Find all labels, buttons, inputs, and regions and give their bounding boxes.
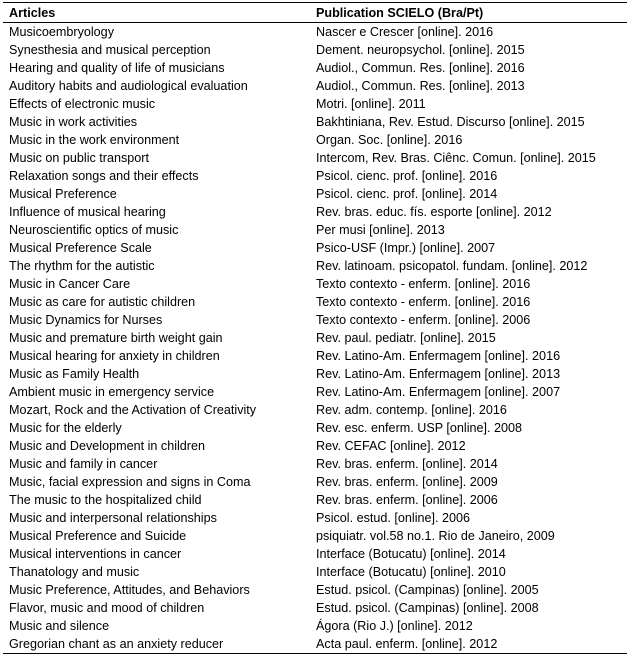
publication-cell: Rev. paul. pediatr. [online]. 2015	[316, 331, 496, 345]
table-row	[3, 563, 627, 581]
table-row	[3, 455, 627, 473]
publication-cell: Texto contexto - enferm. [online]. 2016	[316, 277, 531, 291]
publication-cell: Psicol. cienc. prof. [online]. 2016	[316, 169, 498, 183]
publication-cell: Rev. bras. enferm. [online]. 2014	[316, 457, 498, 471]
table-row	[3, 383, 627, 401]
table-body	[3, 23, 627, 654]
article-title-cell: The music to the hospitalized child	[9, 493, 202, 507]
article-title-cell: Music Preference, Attitudes, and Behaviors	[9, 583, 250, 597]
table-row	[3, 473, 627, 491]
publication-cell: Rev. bras. enferm. [online]. 2006	[316, 493, 498, 507]
article-title-cell: Musicoembryology	[9, 25, 114, 39]
publication-cell: Rev. esc. enferm. USP [online]. 2008	[316, 421, 523, 435]
publication-cell: Rev. Latino-Am. Enfermagem [online]. 2016	[316, 349, 561, 363]
article-title-cell: Mozart, Rock and the Activation of Creativity	[9, 403, 257, 417]
publication-cell: Psicol. cienc. prof. [online]. 2014	[316, 187, 498, 201]
article-title-cell: Musical Preference Scale	[9, 241, 152, 255]
article-title-cell: Musical hearing for anxiety in children	[9, 349, 220, 363]
table-row	[3, 95, 627, 113]
publication-cell: Intercom, Rev. Bras. Ciênc. Comun. [online]. 2015	[316, 151, 596, 165]
article-title-cell: Music and family in cancer	[9, 457, 158, 471]
table-row	[3, 419, 627, 437]
publication-cell: Interface (Botucatu) [online]. 2014	[316, 547, 506, 561]
article-title-cell: The rhythm for the autistic	[9, 259, 155, 273]
publication-cell: Rev. Latino-Am. Enfermagem [online]. 2013	[316, 367, 561, 381]
table-row	[3, 23, 627, 42]
table-row	[3, 599, 627, 617]
table-row	[3, 41, 627, 59]
publication-cell: Motri. [online]. 2011	[316, 97, 426, 111]
table-row	[3, 293, 627, 311]
article-title-cell: Music Dynamics for Nurses	[9, 313, 163, 327]
table-header-row	[3, 3, 627, 23]
table-row	[3, 185, 627, 203]
table-row	[3, 113, 627, 131]
article-title-cell: Musical Preference	[9, 187, 117, 201]
table-row	[3, 275, 627, 293]
article-title-cell: Music as Family Health	[9, 367, 140, 381]
publication-cell: Rev. latinoam. psicopatol. fundam. [online]. 2012	[316, 259, 588, 273]
table-row	[3, 329, 627, 347]
publication-cell: Estud. psicol. (Campinas) [online]. 2005	[316, 583, 539, 597]
table-row	[3, 437, 627, 455]
publication-cell: psiquiatr. vol.58 no.1. Rio de Janeiro, 2009	[316, 529, 555, 543]
table-row	[3, 131, 627, 149]
article-title-cell: Hearing and quality of life of musicians	[9, 61, 225, 75]
article-title-cell: Flavor, music and mood of children	[9, 601, 205, 615]
article-title-cell: Music and interpersonal relationships	[9, 511, 217, 525]
article-title-cell: Relaxation songs and their effects	[9, 169, 199, 183]
table-row	[3, 149, 627, 167]
table-row	[3, 203, 627, 221]
publication-cell: Nascer e Crescer [online]. 2016	[316, 25, 494, 39]
publication-cell: Ágora (Rio J.) [online]. 2012	[316, 619, 473, 633]
article-title-cell: Music on public transport	[9, 151, 149, 165]
table-row	[3, 239, 627, 257]
article-title-cell: Thanatology and music	[9, 565, 140, 579]
publication-cell: Organ. Soc. [online]. 2016	[316, 133, 463, 147]
publication-cell: Estud. psicol. (Campinas) [online]. 2008	[316, 601, 539, 615]
publication-cell: Texto contexto - enferm. [online]. 2016	[316, 295, 531, 309]
article-title-cell: Auditory habits and audiological evaluation	[9, 79, 248, 93]
table-row	[3, 401, 627, 419]
table-row	[3, 509, 627, 527]
article-title-cell: Ambient music in emergency service	[9, 385, 215, 399]
table-row	[3, 59, 627, 77]
articles-table	[3, 2, 627, 654]
publication-cell: Texto contexto - enferm. [online]. 2006	[316, 313, 531, 327]
publication-cell: Audiol., Commun. Res. [online]. 2016	[316, 61, 525, 75]
publication-cell: Psico-USF (Impr.) [online]. 2007	[316, 241, 496, 255]
publication-cell: Rev. CEFAC [online]. 2012	[316, 439, 466, 453]
table-row	[3, 167, 627, 185]
publication-cell: Rev. Latino-Am. Enfermagem [online]. 2007	[316, 385, 561, 399]
table-row	[3, 617, 627, 635]
article-title-cell: Neuroscientific optics of music	[9, 223, 179, 237]
article-title-cell: Musical Preference and Suicide	[9, 529, 187, 543]
article-title-cell: Effects of electronic music	[9, 97, 156, 111]
article-title-cell: Gregorian chant as an anxiety reducer	[3, 635, 310, 654]
table-row	[3, 221, 627, 239]
table-row	[3, 545, 627, 563]
article-title-cell: Music and premature birth weight gain	[9, 331, 223, 345]
article-title-cell: Musical interventions in cancer	[9, 547, 182, 561]
article-title-cell: Music in Cancer Care	[9, 277, 131, 291]
article-title-cell: Music, facial expression and signs in Coma	[9, 475, 251, 489]
header-articles: Articles	[3, 3, 310, 23]
article-title-cell: Music and silence	[9, 619, 110, 633]
publication-cell: Dement. neuropsychol. [online]. 2015	[316, 43, 525, 57]
table-row	[3, 257, 627, 275]
publication-cell: Interface (Botucatu) [online]. 2010	[316, 565, 506, 579]
article-title-cell: Influence of musical hearing	[9, 205, 166, 219]
publication-cell: Psicol. estud. [online]. 2006	[316, 511, 471, 525]
header-publication: Publication SCIELO (Bra/Pt)	[310, 3, 627, 23]
table-row	[3, 365, 627, 383]
article-title-cell: Music as care for autistic children	[9, 295, 196, 309]
table-row	[3, 581, 627, 599]
table-row	[3, 635, 627, 654]
table-row	[3, 347, 627, 365]
table-row	[3, 491, 627, 509]
publication-cell: Rev. adm. contemp. [online]. 2016	[316, 403, 507, 417]
article-title-cell: Music in the work environment	[9, 133, 180, 147]
publication-cell: Rev. bras. educ. fís. esporte [online]. 2012	[316, 205, 552, 219]
table-row	[3, 527, 627, 545]
article-title-cell: Synesthesia and musical perception	[9, 43, 211, 57]
publication-cell: Bakhtiniana, Rev. Estud. Discurso [online]. 2015	[316, 115, 585, 129]
article-title-cell: Music in work activities	[9, 115, 138, 129]
table-row	[3, 311, 627, 329]
article-title-cell: Music and Development in children	[9, 439, 206, 453]
table-row	[3, 77, 627, 95]
publication-cell: Per musi [online]. 2013	[316, 223, 445, 237]
article-title-cell: Music for the elderly	[9, 421, 122, 435]
publication-cell: Acta paul. enferm. [online]. 2012	[310, 635, 627, 654]
publication-cell: Audiol., Commun. Res. [online]. 2013	[316, 79, 525, 93]
publication-cell: Rev. bras. enferm. [online]. 2009	[316, 475, 498, 489]
